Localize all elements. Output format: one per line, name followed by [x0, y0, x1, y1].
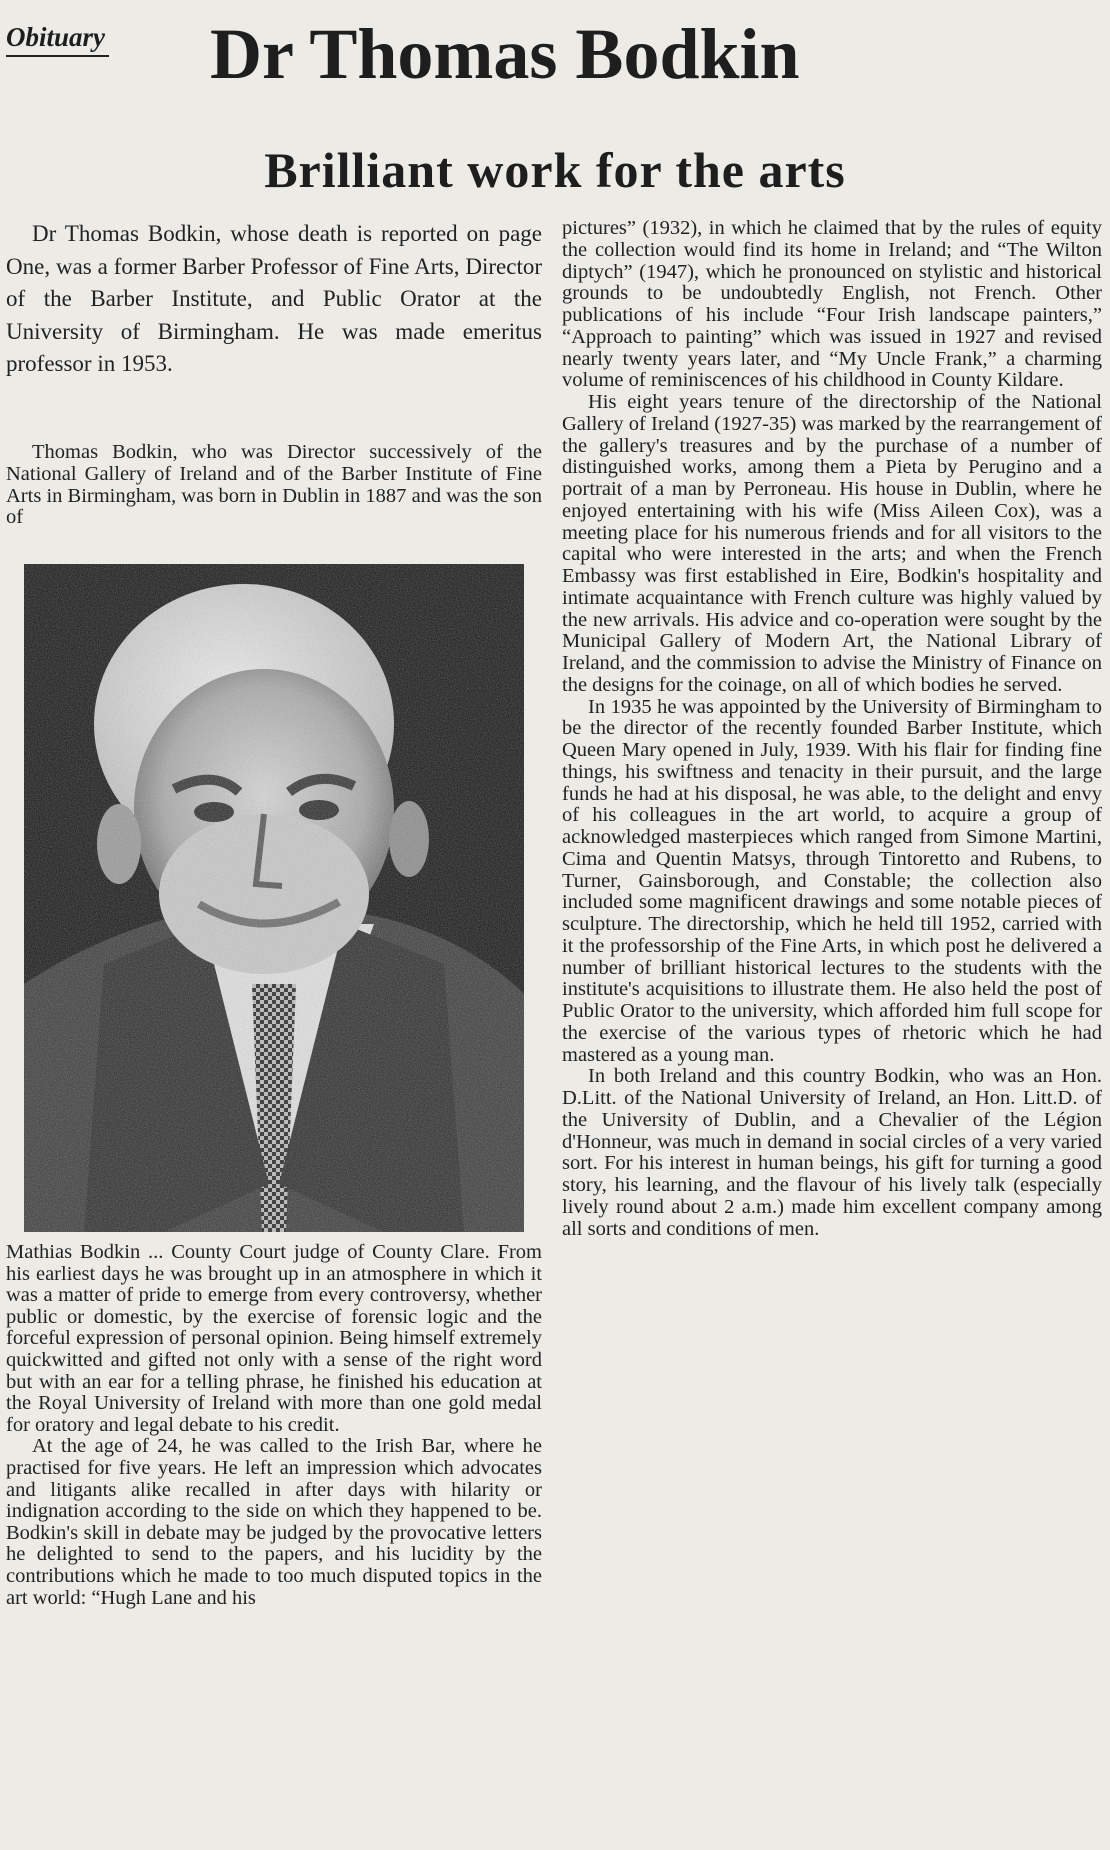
- section-label: Obituary: [6, 22, 109, 57]
- lead-text: Dr Thomas Bodkin, whose death is reported on page One, was a former Barber Professor of Fine Arts, Director of the Barber Institute, and Public Orator at the University of Birmingham. He was made emeritus professor in 1953.: [6, 221, 542, 376]
- left-column-lower: [6, 1242, 542, 1609]
- portrait-image: [24, 564, 524, 1232]
- paragraph-honours: In both Ireland and this country Bodkin, who was an Hon. D.Litt. of the National University of Ireland, an Hon. Litt.D. of the University of Dublin, and a Chevalier of the Légion d'Honneur, was much in demand in social circles of a very varied sort. For his interest in human beings, his gift for turning a good story, his learning, and the flavour of his lively talk (especially lively round about 2 a.m.) made him excellent company among all sorts and conditions of men.: [562, 1065, 1102, 1240]
- paragraph-father: Mathias Bodkin ... County Court judge of County Clare. From his earliest days he was brought up in an atmosphere in which it was a matter of pride to emerge from every controversy, whether public or domestic, by the exercise of forensic logic and the forceful expression of personal opinion. Being himself extremely quickwitted and gifted not only with a sense of the right word but with an ear for a telling phrase, he finished his education at the Royal University of Ireland with more than one gold medal for oratory and legal debate to his credit.: [6, 1241, 542, 1436]
- paragraph-irish-bar: At the age of 24, he was called to the Irish Bar, where he practised for five years. He left an impression which advocates and litigants alike recalled in after days with hilarity or indignation according to the side on which they happened to be. Bodkin's skill in debate may be judged by the provocative letters he delighted to send to the papers, and his lucidity by the contributions which he made to too much disputed topics in the art world: “Hugh Lane and his: [6, 1435, 542, 1609]
- left-column-upper: [6, 442, 542, 529]
- portrait-photo: [24, 564, 524, 1232]
- right-column: [562, 218, 1102, 1240]
- paragraph-barber-institute: In 1935 he was appointed by the University of Birmingham to be the director of the recently founded Barber Institute, which Queen Mary opened in July, 1939. With his flair for finding fine things, his swiftness and tenacity in their pursuit, and the large funds he had at his disposal, he was able, to the delight and envy of his colleagues in the art world, to acquire a group of acknowledged masterpieces which ranged from Simone Martini, Cima and Quentin Matsys, through Tintoretto and Rubens, to Turner, Gainsborough, and Constable; the collection also included some magnificent drawings and some notable pieces of sculpture. The directorship, which he held till 1952, carried with it the professorship of the Fine Arts, in which post he delivered a number of brilliant historical lectures to the students with the institute's acquisitions to illustrate them. He also held the post of Public Orator to the university, which afforded him full scope for the exercise of the various types of rhetoric which he had mastered as a young man.: [562, 695, 1102, 1066]
- paragraph-publications: pictures” (1932), in which he claimed that by the rules of equity the collection would find its home in Ireland; and “The Wilton diptych” (1947), which he pronounced on stylistic and historical grounds to be undoubtedly English, not French. Other publications of his include “Four Irish landscape painters,” “Approach to painting” which was issued in 1927 and revised nearly twenty years later, and “My Uncle Frank,” a charming volume of reminiscences of his childhood in County Kildare.: [562, 217, 1102, 392]
- lead-paragraph: [6, 218, 542, 381]
- paragraph-national-gallery: His eight years tenure of the directorship of the National Gallery of Ireland (1927-35) was marked by the rearrangement of the gallery's treasures and by the purchase of a number of distinguished works, among them a Pieta by Perugino and a portrait of a man by Perroneau. His house in Dublin, where he enjoyed entertaining with his wife (Miss Aileen Cox), was a meeting place for his numerous friends and for all visitors to the capital who were interested in the arts; and when the French Embassy was first established in Eire, Bodkin's hospitality and intimate acquaintance with French culture was highly valued by the new arrivals. His advice and co-operation were sought by the Municipal Gallery of Modern Art, the National Library of Ireland, and the commission to advise the Ministry of Finance on the designs for the coinage, on all of which bodies he served.: [562, 391, 1102, 696]
- headline: Dr Thomas Bodkin: [210, 14, 800, 94]
- paragraph-early-life: Thomas Bodkin, who was Director successively of the National Gallery of Ireland and of the Barber Institute of Fine Arts in Birmingham, was born in Dublin in 1887 and was the son of: [6, 441, 542, 529]
- subheadline: Brilliant work for the arts: [264, 142, 846, 198]
